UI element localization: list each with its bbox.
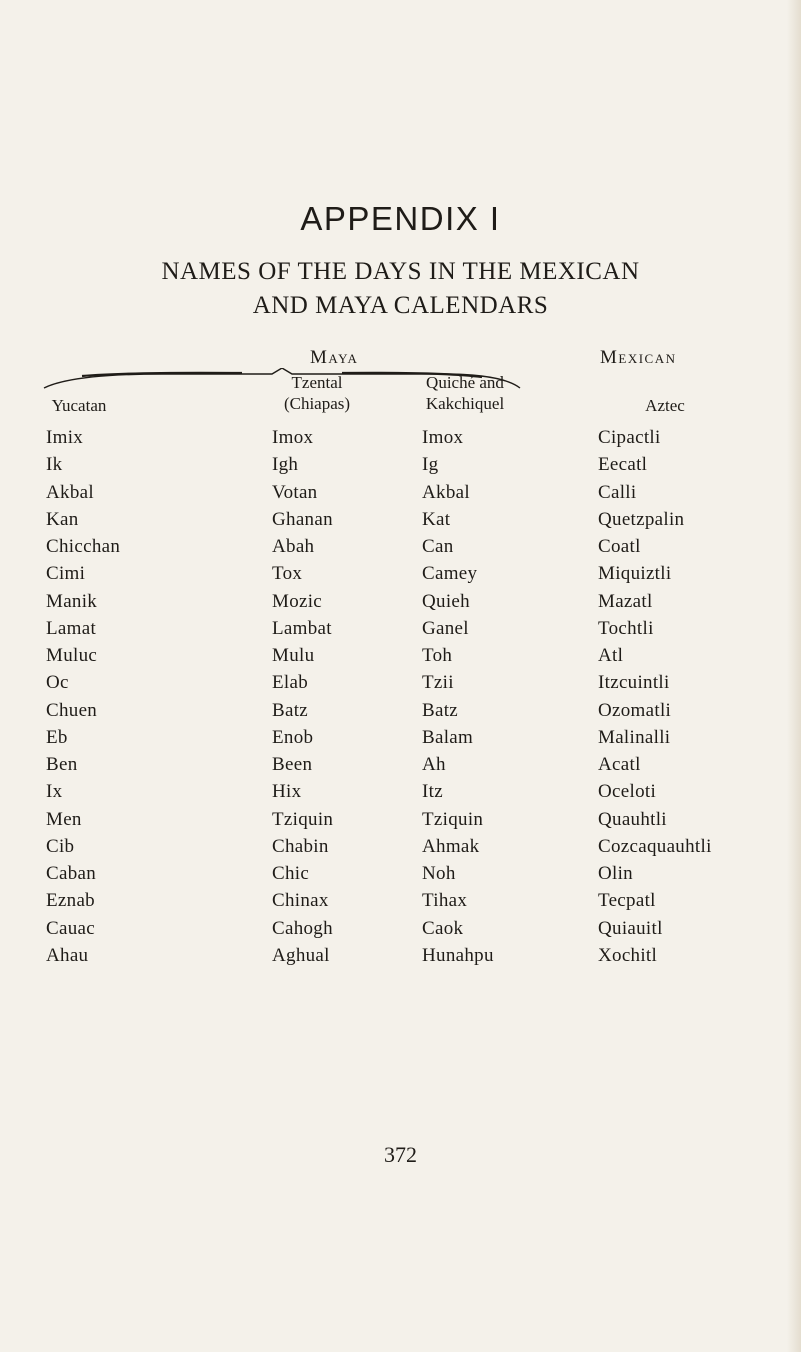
cell-quiche: Ig (422, 454, 439, 476)
column-header-quiche-line1: Quiché and (426, 373, 504, 392)
cell-yucatan: Men (46, 808, 82, 830)
table-row (0, 451, 801, 478)
cell-yucatan: Eb (46, 726, 68, 748)
table-heading-line-2: AND MAYA CALENDARS (252, 292, 549, 319)
cell-tzental: Tziquin (272, 808, 334, 830)
column-header-tzental-line1: Tzental (291, 373, 343, 392)
cell-aztec: Quauhtli (598, 808, 667, 830)
column-header-tzental-line2: (Chiapas) (283, 394, 351, 413)
cell-aztec: Malinalli (598, 726, 671, 748)
cell-tzental: Hix (272, 781, 302, 803)
cell-aztec: Cipactli (598, 427, 661, 448)
cell-aztec: Coatl (598, 536, 641, 557)
cell-yucatan: Oc (46, 672, 69, 694)
table-heading-line-1: NAMES OF THE DAYS IN THE MEXICAN (161, 258, 640, 285)
column-header-aztec-line1: Aztec (645, 396, 685, 415)
cell-tzental: Chinax (272, 890, 329, 912)
cell-quiche: Tihax (422, 890, 468, 912)
table-row (0, 751, 801, 778)
cell-tzental: Been (272, 754, 313, 775)
cell-yucatan: Eznab (46, 890, 95, 912)
cell-quiche: Itz (422, 781, 443, 803)
cell-yucatan: Manik (46, 590, 98, 612)
cell-yucatan: Ik (46, 454, 63, 476)
table-row (0, 479, 801, 506)
cell-quiche: Quieh (422, 590, 470, 612)
table-row (0, 615, 801, 642)
table-row (0, 424, 801, 451)
cell-yucatan: Ben (46, 754, 78, 775)
cell-yucatan: Akbal (46, 481, 94, 503)
cell-aztec: Quiauitl (598, 917, 663, 939)
cell-quiche: Camey (422, 563, 478, 585)
appendix-title: APPENDIX I (300, 200, 501, 237)
cell-aztec: Miquiztli (598, 563, 672, 585)
column-header-aztec (620, 395, 710, 416)
cell-tzental: Ghanan (272, 508, 333, 530)
cell-aztec: Tecpatl (598, 890, 656, 912)
cell-yucatan: Cimi (46, 563, 86, 585)
table-row (0, 860, 801, 887)
cell-tzental: Votan (272, 481, 318, 503)
column-header-quiche-line2: Kakchiquel (425, 394, 505, 413)
cell-aztec: Cozcaquauhtli (598, 835, 712, 857)
cell-aztec: Ozomatli (598, 699, 672, 721)
cell-aztec: Acatl (598, 754, 641, 775)
cell-tzental: Lambat (272, 617, 332, 639)
group-label-mexican: Mexican (600, 347, 677, 368)
cell-tzental: Aghual (272, 944, 330, 966)
cell-quiche: Hunahpu (422, 944, 494, 966)
cell-tzental: Batz (272, 699, 309, 721)
cell-yucatan: Muluc (46, 645, 98, 666)
cell-aztec: Olin (598, 863, 633, 884)
table-row (0, 506, 801, 533)
cell-quiche: Ganel (422, 617, 469, 639)
table-row (0, 560, 801, 587)
cell-aztec: Quetzpalin (598, 508, 685, 530)
cell-quiche: Kat (422, 508, 451, 530)
cell-tzental: Elab (272, 672, 309, 694)
cell-tzental: Igh (272, 454, 299, 476)
table-row (0, 915, 801, 942)
cell-yucatan: Chuen (46, 699, 98, 721)
table-row (0, 588, 801, 615)
cell-quiche: Balam (422, 726, 474, 748)
table-row (0, 833, 801, 860)
cell-yucatan: Ahau (46, 944, 89, 966)
cell-quiche: Can (422, 536, 454, 557)
cell-quiche: Ah (422, 754, 446, 775)
cell-aztec: Tochtli (598, 617, 654, 639)
cell-tzental: Chabin (272, 835, 329, 857)
cell-quiche: Tzii (422, 672, 454, 694)
cell-quiche: Akbal (422, 481, 470, 503)
cell-aztec: Eecatl (598, 454, 648, 476)
cell-yucatan: Chicchan (46, 536, 121, 557)
table-row (0, 942, 801, 969)
cell-quiche: Batz (422, 699, 459, 721)
cell-tzental: Enob (272, 726, 314, 748)
cell-quiche: Toh (422, 645, 453, 666)
table-row (0, 669, 801, 696)
cell-tzental: Mozic (272, 590, 323, 612)
cell-aztec: Calli (598, 481, 637, 503)
group-label-maya: Maya (310, 347, 359, 368)
cell-aztec: Itzcuintli (598, 672, 670, 694)
cell-yucatan: Imix (46, 427, 84, 448)
cell-quiche: Caok (422, 917, 464, 939)
cell-yucatan: Kan (46, 508, 79, 530)
cell-yucatan: Ix (46, 781, 63, 803)
table-row (0, 887, 801, 914)
column-header-yucatan-line1: Yucatan (51, 396, 107, 415)
cell-tzental: Cahogh (272, 917, 333, 939)
cell-quiche: Ahmak (422, 835, 480, 857)
cell-tzental: Mulu (272, 645, 315, 666)
cell-aztec: Oceloti (598, 781, 657, 803)
cell-yucatan: Lamat (46, 617, 97, 639)
column-header-yucatan (34, 395, 124, 416)
cell-tzental: Chic (272, 863, 310, 884)
table-row (0, 778, 801, 805)
cell-tzental: Abah (272, 536, 315, 557)
cell-quiche: Tziquin (422, 808, 484, 830)
cell-tzental: Tox (272, 563, 303, 585)
table-row (0, 533, 801, 560)
cell-aztec: Mazatl (598, 590, 653, 612)
cell-quiche: Imox (422, 427, 464, 448)
cell-aztec: Xochitl (598, 944, 658, 966)
table-row (0, 806, 801, 833)
cell-aztec: Atl (598, 645, 624, 666)
cell-yucatan: Cauac (46, 917, 95, 939)
table-row (0, 642, 801, 669)
table-row (0, 697, 801, 724)
day-names-table (0, 424, 801, 969)
cell-yucatan: Caban (46, 863, 97, 884)
cell-yucatan: Cib (46, 835, 75, 857)
table-row (0, 724, 801, 751)
column-header-quiche (410, 372, 520, 414)
cell-tzental: Imox (272, 427, 314, 448)
page-number: 372 (384, 1142, 417, 1167)
cell-quiche: Noh (422, 863, 456, 884)
column-header-tzental (262, 372, 372, 414)
